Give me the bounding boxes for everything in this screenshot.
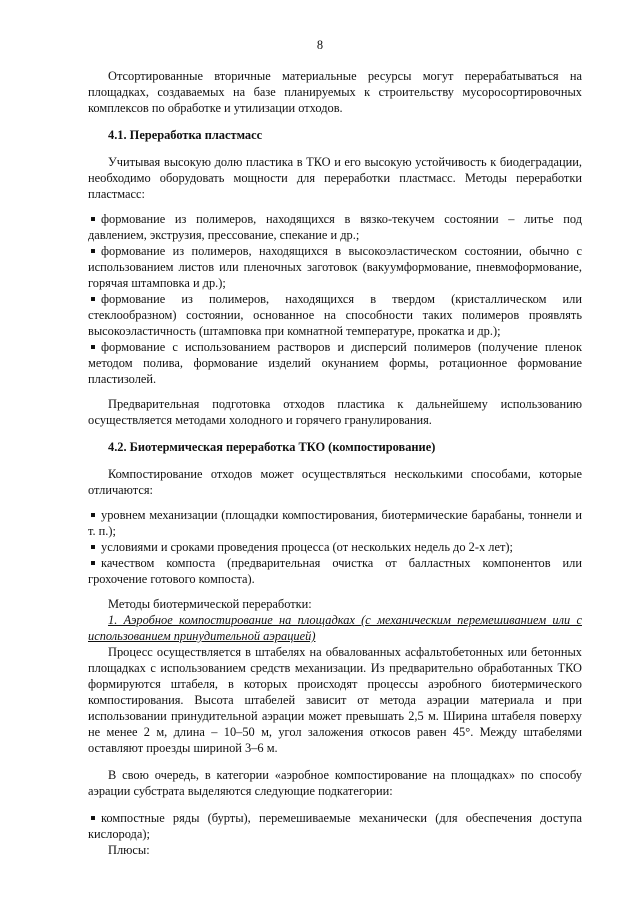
list-item: формование из полимеров, находящихся в твердом (кристаллическом или стеклообразном) состоянии, основанное на способности таких полимеров проявлять высокоэластичность (штамповка при комнатной температуре, прокатка и др.); (88, 292, 582, 338)
list-item: компостные ряды (бурты), перемешиваемые механически (для обеспечения доступа кислорода); (88, 811, 582, 841)
method-1-subheading: 1. Аэробное компостирование на площадках (с механическим перемешиванием или с использованием принудительной аэрацией) (88, 613, 582, 643)
bullet-icon (91, 513, 95, 517)
bullet-icon (91, 249, 95, 253)
plastics-closing-paragraph: Предварительная подготовка отходов пластика к дальнейшему использованию осуществляется методами холодного и горячего гранулирования. (88, 397, 582, 427)
pluses-label: Плюсы: (108, 843, 150, 857)
section-heading-composting: 4.2. Биотермическая переработка ТКО (компостирование) (108, 440, 436, 454)
bullet-icon (91, 561, 95, 565)
list-item: условиями и сроками проведения процесса (от нескольких недель до 2-х лет); (88, 539, 582, 555)
list-item: качеством компоста (предварительная очистка от балластных компонентов или грохочение готового компоста). (88, 556, 582, 586)
composting-lead-paragraph: Компостирование отходов может осуществляться несколькими способами, которые отличаются: (88, 467, 582, 497)
section-heading-plastics: 4.1. Переработка пластмасс (108, 128, 263, 142)
bullet-icon (91, 545, 95, 549)
process-paragraph: Процесс осуществляется в штабелях на обвалованных асфальтобетонных или бетонных площадках с использованием средств механизации. Из предварительно обработанных ТКО формируются штабеля, в которых происходят процессы аэробного биотермического компостирования. Высота штабелей зависит от метода аэрации материала и при использовании принудительной аэрации может превышать 2,5 м. Ширина штабеля поверху не менее 2 м, длина – 10–50 м, угол заложения откосов равен 45°. Между штабелями оставляют проезды шириной 3–6 м. (88, 645, 582, 755)
bullet-icon (91, 217, 95, 221)
subcategories-list (88, 810, 582, 842)
subcategories-paragraph: В свою очередь, в категории «аэробное компостирование на площадках» по способу аэрации субстрата выделяются следующие подкатегории: (88, 768, 582, 798)
bullet-icon (91, 297, 95, 301)
bullet-icon (91, 816, 95, 820)
plastics-methods-list (88, 211, 582, 387)
methods-label: Методы биотермической переработки: (108, 597, 312, 611)
bullet-icon (91, 345, 95, 349)
list-item: формование из полимеров, находящихся в высокоэластическом состоянии, обычно с использованием листов или пленочных заготовок (вакуумформование, пневмоформование, горячая штамповка и др.); (88, 244, 582, 290)
plastics-lead-paragraph: Учитывая высокую долю пластика в ТКО и его высокую устойчивость к биодеградации, необходимо оборудовать мощности для переработки пластмасс. Методы переработки пластмасс: (88, 155, 582, 201)
intro-paragraph: Отсортированные вторичные материальные ресурсы могут перерабатываться на площадках, создаваемых на базе планируемых к строительству мусоросортировочных комплексов по обработке и утилизации отходов. (88, 69, 582, 115)
page-number: 8 (316, 38, 324, 52)
list-item: уровнем механизации (площадки компостирования, биотермические барабаны, тоннели и т. п.); (88, 508, 582, 538)
composting-differences-list (88, 507, 582, 587)
page-body (88, 68, 582, 858)
list-item: формование из полимеров, находящихся в вязко-текучем состоянии – литье под давлением, экструзия, прессование, спекание и др.; (88, 212, 582, 242)
list-item: формование с использованием растворов и дисперсий полимеров (получение пленок методом полива, формование изделий окунанием формы, ротационное формование пластизолей. (88, 340, 582, 386)
